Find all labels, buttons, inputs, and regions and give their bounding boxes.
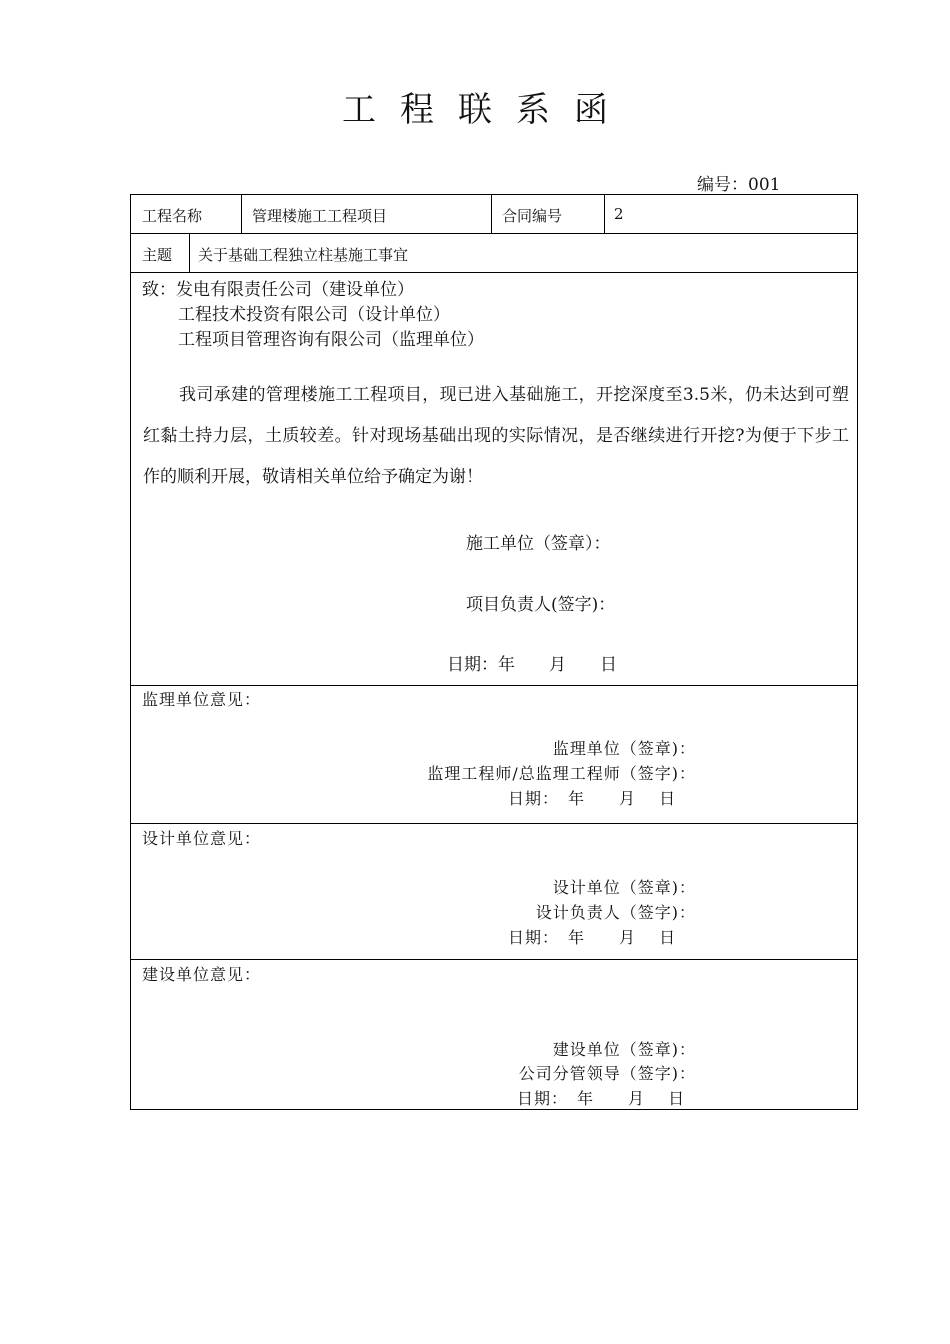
subject-value: 关于基础工程独立柱基施工事宜 <box>198 246 409 264</box>
letter-body: 我司承建的管理楼施工工程项目，现已进入基础施工，开挖深度至3.5米，仍未达到可塑红黏土持力层，土质较差。针对现场基础出现的实际情况，是否继续进行开挖?为便于下步工作的顺利开展，敬请相关单位给予确定为谢！ <box>143 385 849 487</box>
recipient-supervisor: 工程项目管理咨询有限公司（监理单位） <box>178 330 484 350</box>
owner-opinion-label: 建设单位意见： <box>142 965 262 984</box>
row-divider <box>131 233 857 234</box>
supervision-engineer-signature: 监理工程师/总监理工程师（签字)： <box>427 764 696 783</box>
subject-label: 主题 <box>142 246 173 264</box>
document-number: 编号：001 <box>697 175 781 195</box>
design-date-line: 日期： 年 月 日 <box>508 928 677 947</box>
owner-unit-signature: 建设单位（签章)： <box>552 1040 696 1059</box>
column-divider <box>241 195 242 233</box>
supervision-unit-signature: 监理单位（签章)： <box>552 739 696 758</box>
recipient-designer: 工程技术投资有限公司（设计单位） <box>178 305 450 325</box>
supervision-date-line: 日期： 年 月 日 <box>508 789 677 808</box>
supervision-opinion-label: 监理单位意见： <box>142 690 262 709</box>
project-name-value: 管理楼施工工程项目 <box>252 207 388 225</box>
design-opinion-label: 设计单位意见： <box>142 829 262 848</box>
row-divider <box>131 823 857 824</box>
design-lead-signature: 设计负责人（签字)： <box>535 903 696 922</box>
project-manager-signature-line: 项目负责人(签字)： <box>466 595 616 615</box>
owner-leader-signature: 公司分管领导（签字)： <box>518 1064 696 1083</box>
column-divider <box>189 233 190 272</box>
contract-no-label: 合同编号 <box>502 207 563 225</box>
project-name-label: 工程名称 <box>142 207 203 225</box>
column-divider <box>604 195 605 233</box>
design-unit-signature: 设计单位（签章)： <box>552 878 696 897</box>
contact-letter-form <box>130 194 858 1110</box>
contract-no-value: 2 <box>614 205 624 223</box>
letter-date-line: 日期：年 月 日 <box>447 655 617 675</box>
contractor-signature-line: 施工单位（签章）： <box>466 534 611 554</box>
row-divider <box>131 272 857 273</box>
owner-date-line: 日期： 年 月 日 <box>517 1089 686 1108</box>
row-divider <box>131 685 857 686</box>
page-title: 工程联系函 <box>342 90 632 130</box>
recipient-owner: 致：发电有限责任公司（建设单位） <box>142 280 414 300</box>
column-divider <box>491 195 492 233</box>
row-divider <box>131 959 857 960</box>
